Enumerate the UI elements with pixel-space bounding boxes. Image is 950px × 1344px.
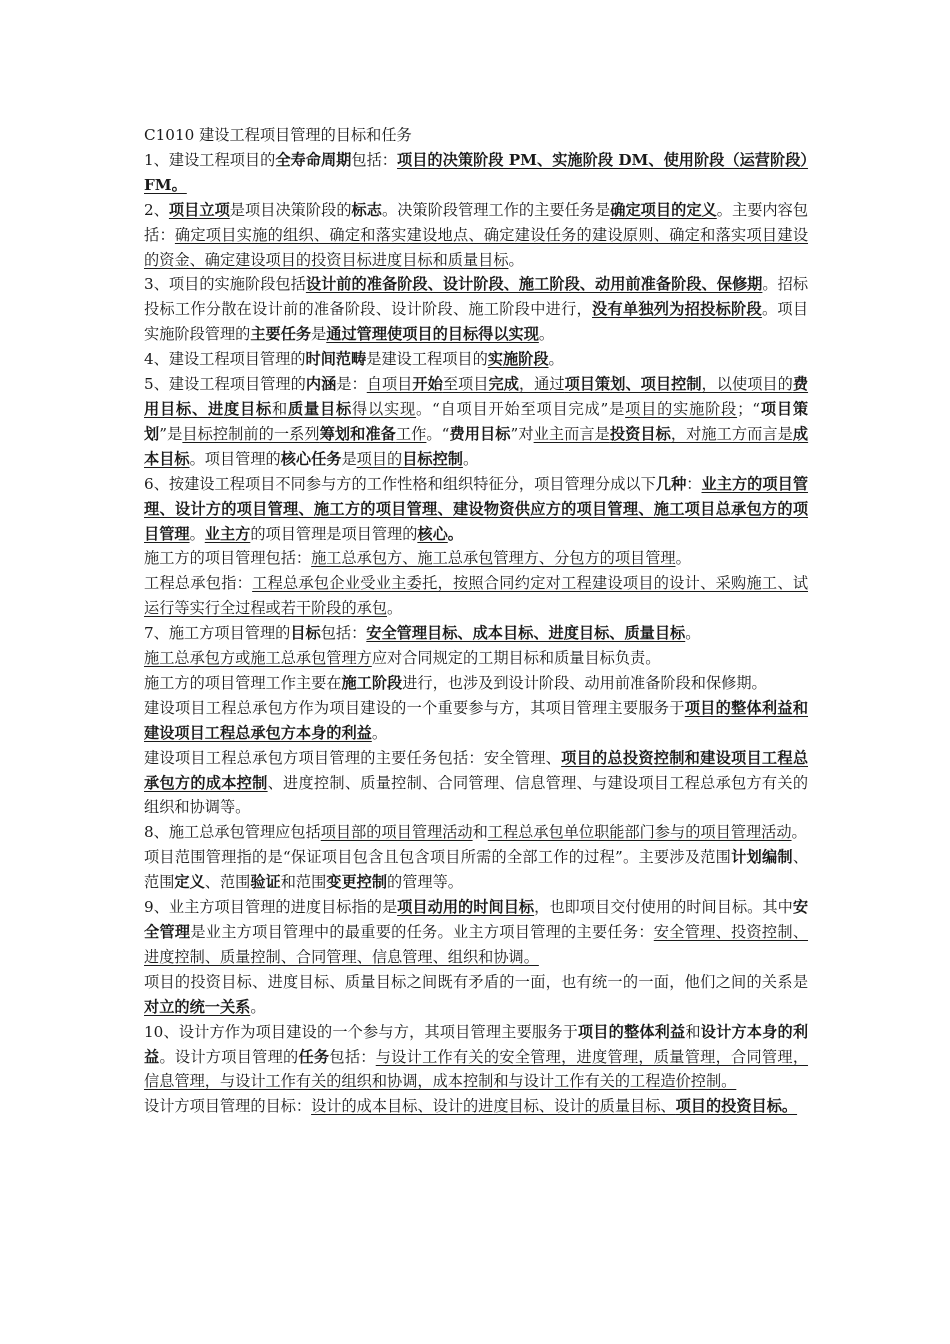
- text-run: 。: [250, 997, 266, 1016]
- paragraph: [144, 671, 808, 696]
- text-run: 包括：: [320, 624, 367, 643]
- text-run: 项目的: [356, 449, 403, 468]
- text-run: 自项目: [366, 375, 413, 394]
- text-run: 的项目管理是项目管理的: [250, 524, 418, 543]
- emphasis-text: 开始: [412, 375, 443, 394]
- emphasis-text: 几种: [655, 474, 687, 493]
- paragraph: [144, 546, 808, 571]
- emphasis-text: 核心任务: [280, 449, 342, 468]
- text-run: 。设计方项目管理的: [159, 1047, 299, 1066]
- text-run: 3、项目的实施阶段包括: [144, 275, 306, 294]
- emphasis-text: 项目策划、项目控制: [564, 375, 702, 394]
- text-run: 、范围: [144, 848, 809, 892]
- text-run: 和: [685, 1022, 701, 1041]
- emphasis-text: 业主方的项目管理、设计方的项目管理、施工方的项目管理、建设物资供应方的项目管理、施工项目总承包方的项目管理: [144, 474, 809, 543]
- emphasis-text: 标志: [351, 200, 382, 219]
- emphasis-text: 计划编制: [731, 848, 793, 867]
- paragraph: [144, 895, 808, 970]
- paragraph: [144, 148, 808, 198]
- emphasis-text: 业主方: [204, 524, 251, 543]
- paragraph: [144, 372, 808, 472]
- emphasis-text: 安全管理目标、成本目标、进度目标、质量目标: [366, 624, 686, 643]
- text-run: 与设计工作有关的安全管理，进度管理，质量管理，合同管理，信息管理，与设计工作有关的组织和协调，成本控制和与设计工作有关的工程造价控制。: [144, 1047, 809, 1091]
- emphasis-text: 全寿命周期: [275, 150, 352, 169]
- text-run: 。: [462, 449, 479, 468]
- emphasis-text: 定义: [174, 873, 205, 892]
- text-run: 、进度控制、质量控制、合同管理、信息管理、与建设项目工程总承包方有关的组织和协调等。: [144, 773, 809, 817]
- emphasis-text: 目标控制: [402, 449, 463, 468]
- text-run: 。招标投标工作分散在设计前的准备阶段、设计阶段、施工阶段中进行，: [144, 275, 809, 319]
- text-run: 1、建设工程项目的: [144, 150, 276, 169]
- text-run: ”对: [510, 424, 534, 443]
- text-run: 施工总承包方、施工总承包管理方、分包方的项目管理: [311, 549, 676, 568]
- emphasis-text: 确定项目的定义: [610, 200, 717, 219]
- emphasis-text: 没有单独列为招投标阶段: [592, 300, 762, 319]
- text-run: 确定项目实施的组织、确定和落实建设地点、确定建设任务的建设原则、确定和落实项目建设的资金、确定建设项目的投资目标进度目标和质量目标: [144, 225, 809, 269]
- emphasis-text: 实施阶段: [487, 350, 549, 369]
- text-run: 。: [685, 624, 701, 643]
- emphasis-text: 项目的整体利益: [577, 1022, 686, 1041]
- text-run: 的管理等。: [387, 873, 463, 892]
- text-run: 建设项目工程总承包方作为项目建设的一个重要参与方，其项目管理主要服务于: [144, 698, 685, 717]
- text-run: 目标控制前的一系列: [182, 424, 320, 443]
- text-run: 7、施工方项目管理的: [144, 624, 291, 643]
- emphasis-text: 完成: [488, 375, 519, 394]
- document-title: C1010 建设工程项目管理的目标和任务: [144, 126, 412, 144]
- paragraph: [144, 970, 808, 1020]
- emphasis-text: 。: [447, 524, 463, 543]
- text-run: ；“: [737, 399, 761, 418]
- emphasis-text: 项目动用的时间目标: [397, 898, 535, 917]
- text-run: 是: [341, 449, 357, 468]
- text-run: 是建设工程项目的: [366, 350, 488, 369]
- emphasis-text: 施工阶段: [341, 673, 403, 692]
- text-run: 2、: [144, 200, 169, 219]
- document-body: [144, 123, 808, 1119]
- text-run: 。: [791, 823, 807, 842]
- emphasis-text: 对立的统一关系: [144, 997, 251, 1016]
- text-run: ”是: [159, 424, 183, 443]
- emphasis-text: 项目策划: [144, 399, 809, 443]
- emphasis-text: 项目的总投资控制和建设项目工程总承包方的成本控制: [144, 748, 809, 792]
- text-run: 业主而言是: [533, 424, 610, 443]
- text-run: 施工方的项目管理工作主要在: [144, 673, 342, 692]
- text-run: 4、建设工程项目管理的: [144, 350, 306, 369]
- emphasis-text: 验证: [250, 873, 281, 892]
- paragraph: [144, 820, 808, 845]
- text-run: 。: [538, 325, 555, 344]
- text-run: 是项目决策阶段的: [229, 200, 352, 219]
- text-run: 工程总承包单位职能部门参与的项目管理活动: [487, 823, 792, 842]
- emphasis-text: 项目的投资目标。: [675, 1097, 798, 1116]
- text-run: 至项目: [442, 375, 489, 394]
- text-run: 施工总承包方或施工总承包管理方: [144, 649, 372, 668]
- text-run: 。: [189, 524, 205, 543]
- text-run: 和范围: [280, 873, 327, 892]
- text-run: 。: [548, 350, 564, 369]
- text-run: 项目范围管理指的是“保证项目包含且包含项目所需的全部工作的过程”。主要涉及范围: [144, 848, 732, 867]
- text-run: 。“: [426, 424, 450, 443]
- text-run: 安全管理、投资控制、进度控制、质量控制、合同管理、信息管理、组织和协调。: [144, 923, 809, 966]
- paragraph-list: [144, 148, 808, 1119]
- text-run: 包括：: [329, 1047, 376, 1066]
- emphasis-text: 设计方本身的利益: [144, 1022, 809, 1066]
- emphasis-text: 核心: [417, 524, 448, 543]
- text-run: 8、施工总承包管理应包括: [144, 823, 321, 842]
- text-run: 10、设计方作为项目建设的一个参与方，其项目管理主要服务于: [144, 1022, 578, 1041]
- paragraph: [144, 198, 808, 273]
- emphasis-text: 项目的整体利益和建设项目工程总承包方本身的利益: [144, 698, 809, 742]
- text-run: 施工方的项目管理包括：: [144, 549, 312, 568]
- text-run: 。: [371, 723, 387, 742]
- text-run: ，通过: [518, 375, 565, 394]
- paragraph: [144, 472, 808, 547]
- text-run: 是：: [336, 375, 367, 394]
- paragraph: [144, 571, 808, 621]
- text-run: ：: [686, 474, 702, 493]
- emphasis-text: 变更控制: [326, 873, 387, 892]
- text-run: 项目部的项目管理活动: [320, 823, 473, 842]
- text-run: 项目的投资目标、进度目标、质量目标之间既有矛盾的一面，也有统一的一面，他们之间的关系是: [144, 972, 808, 991]
- text-run: 应对合同规定的工期目标和质量目标负责。: [371, 649, 661, 668]
- text-run: 得以实现: [351, 399, 416, 418]
- paragraph: [144, 272, 808, 347]
- text-run: 5、建设工程项目管理的: [144, 375, 306, 394]
- emphasis-text: 时间范畴: [305, 350, 367, 369]
- emphasis-text: 质量目标: [287, 399, 352, 418]
- text-run: 是业主方项目管理中的最重要的任务。业主方项目管理的主要任务：: [190, 923, 654, 941]
- paragraph: [144, 1020, 808, 1095]
- emphasis-text: 投资目标: [609, 424, 671, 443]
- paragraph: [144, 621, 808, 646]
- text-run: 建设项目工程总承包方项目管理的主要任务包括：安全管理、: [144, 748, 562, 767]
- text-run: 和: [472, 823, 488, 842]
- text-run: 6、按建设工程项目不同参与方的工作性格和组织特征分，项目管理分成以下: [144, 474, 656, 493]
- text-run: 。: [387, 599, 403, 618]
- emphasis-text: 任务: [298, 1047, 330, 1066]
- text-run: 。项目管理的: [189, 449, 281, 468]
- text-run: ，以使项目的: [701, 375, 793, 394]
- emphasis-text: 费用目标、进度目标: [144, 375, 809, 418]
- text-run: 。项目实施阶段管理的: [144, 300, 809, 344]
- text-run: 、范围: [204, 873, 251, 892]
- text-run: 工程总承包企业受业主委托，按照合同约定对工程建设项目的设计、采购施工、试运行等实行全过程或若干阶段的承包: [144, 574, 809, 618]
- paragraph: [144, 646, 808, 671]
- text-run: 。: [675, 549, 691, 568]
- text-run: 工程总承包指：: [144, 574, 253, 593]
- emphasis-text: 通过管理使项目的目标得以实现: [326, 325, 539, 344]
- emphasis-text: 目标: [290, 624, 321, 643]
- text-run: 是: [311, 325, 327, 344]
- emphasis-text: 项目立项: [168, 200, 230, 219]
- paragraph: [144, 347, 808, 372]
- paragraph: [144, 696, 808, 746]
- emphasis-text: 筹划和准备: [319, 424, 396, 443]
- emphasis-text: 内涵: [305, 375, 337, 394]
- paragraph: [144, 1094, 808, 1119]
- emphasis-text: 安全管理: [144, 898, 809, 941]
- text-run: 项目的实施阶段: [625, 399, 738, 418]
- text-run: 工作: [395, 424, 427, 443]
- paragraph: [144, 845, 808, 895]
- emphasis-text: 成本目标: [144, 424, 809, 468]
- text-run: 。决策阶段管理工作的主要任务是: [381, 200, 611, 219]
- text-run: 。: [508, 250, 524, 269]
- text-run: ，对施工方而言是: [670, 424, 793, 443]
- emphasis-text: 设计前的准备阶段、设计阶段、施工阶段、动用前准备阶段、保修期: [305, 275, 763, 294]
- emphasis-text: 主要任务: [250, 325, 312, 344]
- text-run: 。主要内容包括：: [144, 200, 809, 244]
- text-run: 和: [271, 399, 288, 418]
- text-run: ，也即项目交付使用的时间目标。其中: [534, 898, 793, 917]
- emphasis-text: 项目的决策阶段 PM、实施阶段 DM、使用阶段（运营阶段）FM。: [144, 150, 809, 194]
- text-run: 包括：: [351, 150, 398, 169]
- text-run: 。“自项目开始至项目完成”是: [415, 399, 626, 418]
- text-run: 9、业主方项目管理的进度目标指的是: [144, 898, 398, 917]
- text-run: 设计方项目管理的目标：: [144, 1097, 312, 1116]
- emphasis-text: 费用目标: [449, 424, 511, 443]
- paragraph: [144, 746, 808, 821]
- text-run: 设计的成本目标、设计的进度目标、设计的质量目标、: [311, 1097, 676, 1116]
- text-run: 进行，也涉及到设计阶段、动用前准备阶段和保修期。: [402, 673, 767, 692]
